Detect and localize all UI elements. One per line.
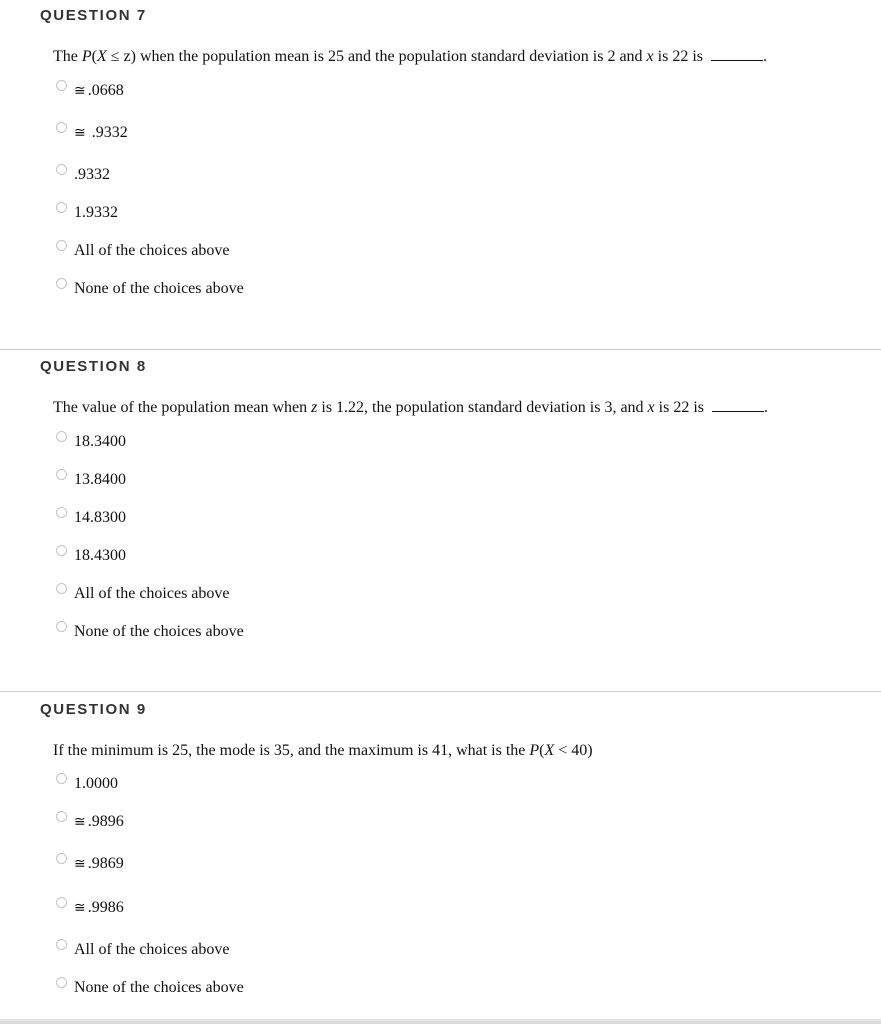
radio-button[interactable] <box>56 583 67 594</box>
q8-choice-2[interactable] <box>56 469 656 493</box>
choice-label: None of the choices above <box>74 623 244 640</box>
approx-equal-symbol: ≅ <box>74 84 86 99</box>
choice-label: None of the choices above <box>74 280 244 297</box>
choice-label: 1.0000 <box>74 775 118 792</box>
radio-button[interactable] <box>56 507 67 518</box>
radio-button[interactable] <box>56 431 67 442</box>
approx-equal-symbol: ≅ <box>74 857 86 872</box>
choice-label: All of the choices above <box>74 941 230 958</box>
divider <box>0 691 881 692</box>
choice-label: 13.8400 <box>74 471 126 488</box>
q9-choice-6[interactable] <box>56 977 656 1001</box>
choice-label: 18.4300 <box>74 547 126 564</box>
choice-label: .9332 <box>74 166 110 183</box>
radio-button[interactable] <box>56 202 67 213</box>
question-7-header: QUESTION 7 <box>40 7 147 24</box>
choice-label: 14.8300 <box>74 509 126 526</box>
choice-label: All of the choices above <box>74 585 230 602</box>
q8-choice-4[interactable] <box>56 545 656 569</box>
question-9-text: If the minimum is 25, the mode is 35, and the maximum is 41, what is the P(X < 40) <box>53 742 593 759</box>
q9-choice-2[interactable] <box>56 811 656 835</box>
radio-button[interactable] <box>56 977 67 988</box>
question-9-header: QUESTION 9 <box>40 701 147 718</box>
q9-choice-1[interactable] <box>56 773 656 797</box>
q7-choice-4[interactable] <box>56 202 656 226</box>
choice-label: 1.9332 <box>74 204 118 221</box>
q9-choice-4[interactable] <box>56 897 656 921</box>
choice-label: .9896 <box>87 813 124 830</box>
choice-label: All of the choices above <box>74 242 230 259</box>
radio-button[interactable] <box>56 164 67 175</box>
divider <box>0 349 881 350</box>
choice-label: .9332 <box>87 124 128 141</box>
q8-choice-6[interactable] <box>56 621 656 645</box>
q9-choice-5[interactable] <box>56 939 656 963</box>
radio-button[interactable] <box>56 853 67 864</box>
radio-button[interactable] <box>56 278 67 289</box>
radio-button[interactable] <box>56 897 67 908</box>
question-8-header: QUESTION 8 <box>40 358 147 375</box>
q8-choice-3[interactable] <box>56 507 656 531</box>
q7-choice-1[interactable] <box>56 80 656 104</box>
q9-choice-3[interactable] <box>56 853 656 877</box>
answer-blank <box>712 399 764 412</box>
choice-label: .0668 <box>87 82 124 99</box>
radio-button[interactable] <box>56 811 67 822</box>
choice-label: 18.3400 <box>74 433 126 450</box>
page-bottom-edge <box>0 1019 881 1024</box>
choice-label: None of the choices above <box>74 979 244 996</box>
q7-choice-2[interactable] <box>56 122 656 146</box>
q7-choice-6[interactable] <box>56 278 656 302</box>
approx-equal-symbol: ≅ <box>74 901 86 916</box>
radio-button[interactable] <box>56 122 67 133</box>
choice-label: .9869 <box>87 855 124 872</box>
question-7-text: The P(X ≤ z) when the population mean is 25 and the population standard deviation is 2 and x is 22 is . <box>53 48 767 65</box>
approx-equal-symbol: ≅ <box>74 126 86 141</box>
choice-label: .9986 <box>87 899 124 916</box>
q8-choice-1[interactable] <box>56 431 656 455</box>
approx-equal-symbol: ≅ <box>74 815 86 830</box>
radio-button[interactable] <box>56 545 67 556</box>
radio-button[interactable] <box>56 621 67 632</box>
radio-button[interactable] <box>56 80 67 91</box>
answer-blank <box>711 48 763 61</box>
q8-choice-5[interactable] <box>56 583 656 607</box>
question-8-text: The value of the population mean when z is 1.22, the population standard deviation is 3, and x is 22 is . <box>53 399 768 416</box>
radio-button[interactable] <box>56 469 67 480</box>
q7-choice-5[interactable] <box>56 240 656 264</box>
radio-button[interactable] <box>56 240 67 251</box>
radio-button[interactable] <box>56 773 67 784</box>
radio-button[interactable] <box>56 939 67 950</box>
q7-choice-3[interactable] <box>56 164 656 188</box>
